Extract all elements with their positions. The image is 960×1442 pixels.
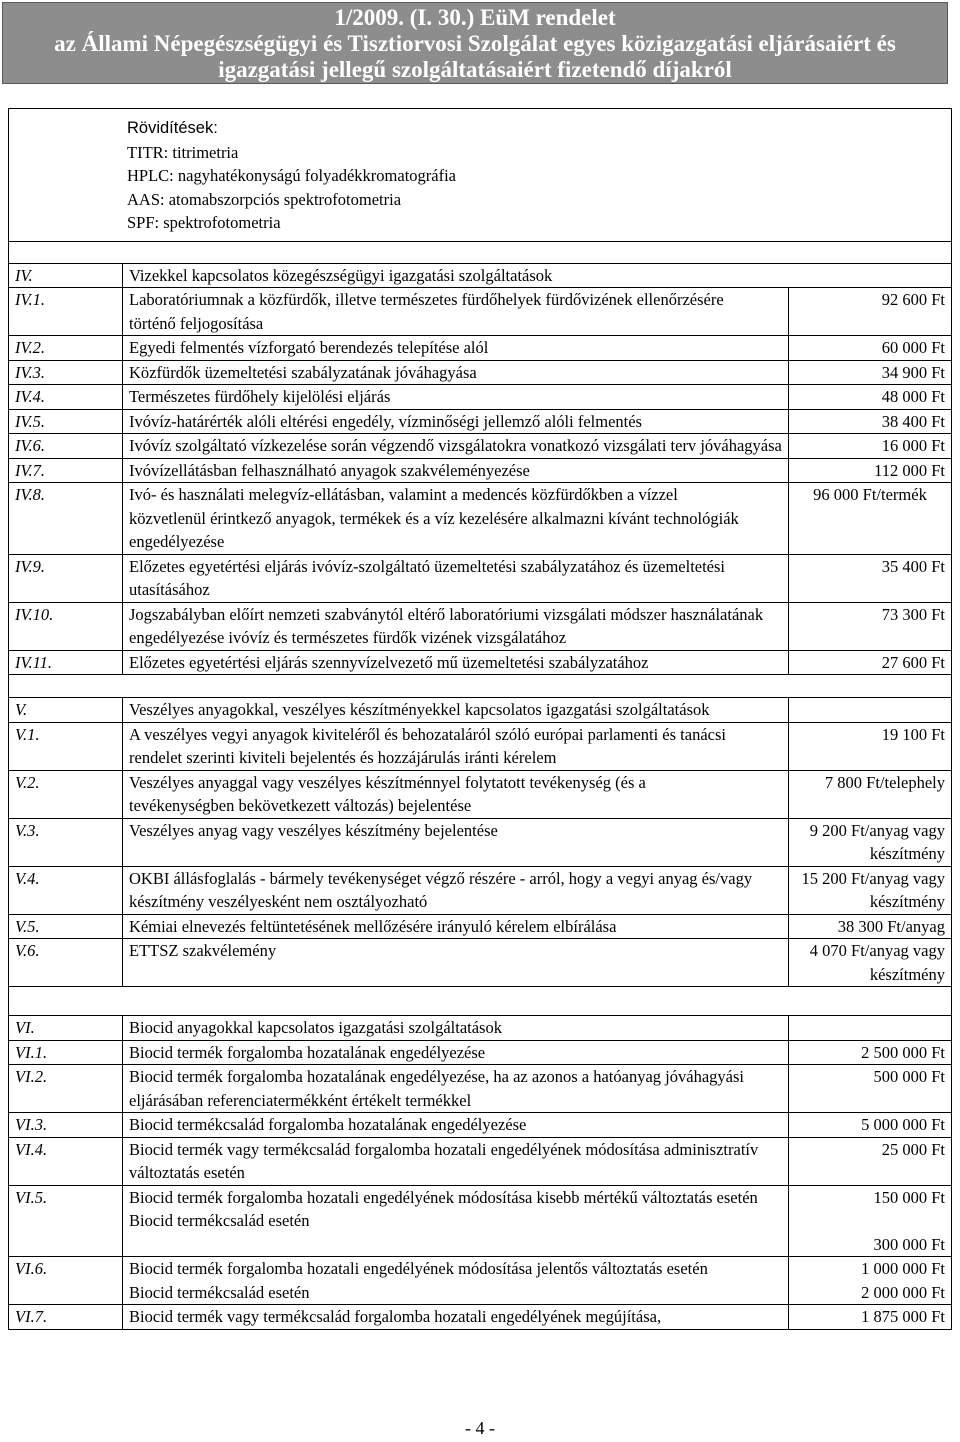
row-description: Biocid termék vagy termékcsalád forgalomba hozatali engedélyének megújítása, [123, 1305, 789, 1330]
row-description: Ivóvíz szolgáltató vízkezelése során végzendő vizsgálatokra vonatkozó vizsgálati terv jóváhagyása [123, 434, 789, 459]
row-description-line: Biocid termék forgalomba hozatali engedélyének módosítása jelentős változtatás esetén [129, 1259, 708, 1278]
row-code: IV.8. [9, 483, 123, 555]
section-code: V. [9, 698, 123, 723]
row-code: VI.4. [9, 1137, 123, 1185]
row-code: IV.1. [9, 288, 123, 336]
row-description-line: Biocid termékcsalád esetén [129, 1211, 310, 1230]
table-row [9, 458, 952, 483]
row-code: IV.5. [9, 409, 123, 434]
row-description: Ivóvízellátásban felhasználható anyagok szakvéleményezése [123, 458, 789, 483]
fee-table [8, 108, 952, 1330]
row-description: Biocid termék forgalomba hozatalának engedélyezése [123, 1040, 789, 1065]
abbreviation-item: HPLC: nagyhatékonyságú folyadékkromatográfia [127, 166, 456, 185]
abbreviations-title: Rövidítések: [127, 119, 218, 137]
row-fee: 27 600 Ft [789, 650, 952, 675]
section-title: Veszélyes anyagokkal, veszélyes készítményekkel kapcsolatos igazgatási szolgáltatások [123, 698, 789, 723]
row-fee [789, 1185, 952, 1257]
section-heading-row [9, 263, 952, 288]
table-row [9, 939, 952, 987]
row-description-line: Biocid termék forgalomba hozatali engedélyének módosítása kisebb mértékű változtatás esetén [129, 1187, 758, 1207]
row-fee: 9 200 Ft/anyag vagy készítmény [789, 818, 952, 866]
row-fee: 2 500 000 Ft [789, 1040, 952, 1065]
table-row [9, 554, 952, 602]
table-row [9, 1185, 952, 1257]
row-fee [789, 1257, 952, 1305]
table-row [9, 1040, 952, 1065]
row-description-line: Biocid termékcsalád esetén [129, 1282, 310, 1302]
row-code: V.3. [9, 818, 123, 866]
table-row [9, 866, 952, 914]
row-code: V.1. [9, 722, 123, 770]
row-code: V.6. [9, 939, 123, 987]
header-title-line-1: 1/2009. (I. 30.) EüM rendelet [334, 5, 616, 30]
section-code: VI. [9, 1016, 123, 1041]
row-fee: 15 200 Ft/anyag vagy készítmény [789, 866, 952, 914]
row-fee: 34 900 Ft [789, 360, 952, 385]
row-description: Veszélyes anyaggal vagy veszélyes készítménnyel folytatott tevékenység (és a tevékenységben bekövetkezett változás) bejelentése [123, 770, 789, 818]
row-code: VI.7. [9, 1305, 123, 1330]
row-code: VI.2. [9, 1065, 123, 1113]
abbreviation-item: SPF: spektrofotometria [127, 213, 281, 232]
table-row [9, 1065, 952, 1113]
row-code: VI.5. [9, 1185, 123, 1257]
row-description: Közfürdők üzemeltetési szabályzatának jóváhagyása [123, 360, 789, 385]
row-fee-line: 1 000 000 Ft [861, 1259, 945, 1278]
row-fee-line: 300 000 Ft [873, 1234, 945, 1254]
table-row [9, 1305, 952, 1330]
row-description: Előzetes egyetértési eljárás ivóvíz-szolgáltató üzemeltetési szabályzatához és üzemeltetési utasításához [123, 554, 789, 602]
row-code: V.2. [9, 770, 123, 818]
row-fee: 16 000 Ft [789, 434, 952, 459]
table-row [9, 360, 952, 385]
row-code: VI.3. [9, 1113, 123, 1138]
row-fee: 38 400 Ft [789, 409, 952, 434]
row-code: VI.6. [9, 1257, 123, 1305]
spacer-row [9, 675, 952, 698]
table-row [9, 602, 952, 650]
row-code: V.4. [9, 866, 123, 914]
abbreviation-item: TITR: titrimetria [127, 142, 239, 162]
row-code: IV.10. [9, 602, 123, 650]
row-description: A veszélyes vegyi anyagok kiviteléről és behozataláról szóló európai parlamenti és tanácsi rendelet szerinti kiviteli bejelentés és hozzájárulás iránti kérelem [123, 722, 789, 770]
row-code: IV.11. [9, 650, 123, 675]
row-code: IV.7. [9, 458, 123, 483]
table-row [9, 409, 952, 434]
page-number: - 4 - [465, 1418, 495, 1438]
row-fee: 1 875 000 Ft [789, 1305, 952, 1330]
row-description: Veszélyes anyag vagy veszélyes készítmény bejelentése [123, 818, 789, 866]
row-description: Biocid termék forgalomba hozatalának engedélyezése, ha az azonos a hatóanyag jóváhagyási eljárásában referenciatermékként értékelt termékkel [123, 1065, 789, 1113]
row-code: IV.4. [9, 385, 123, 410]
section-code: IV. [9, 263, 123, 288]
abbreviations-row [9, 109, 952, 242]
table-row [9, 385, 952, 410]
header-title-line-3: igazgatási jellegű szolgáltatásaiért fizetendő díjakról [218, 57, 732, 82]
row-description: Biocid termékcsalád forgalomba hozatalának engedélyezése [123, 1113, 789, 1138]
table-row [9, 770, 952, 818]
table-row [9, 1257, 952, 1305]
row-fee: 19 100 Ft [789, 722, 952, 770]
section-title: Biocid anyagokkal kapcsolatos igazgatási szolgáltatások [123, 1016, 789, 1041]
row-code: IV.6. [9, 434, 123, 459]
row-fee: 38 300 Ft/anyag [789, 914, 952, 939]
row-code: V.5. [9, 914, 123, 939]
row-fee-line: 150 000 Ft [873, 1187, 945, 1207]
row-code: IV.2. [9, 336, 123, 361]
row-code: IV.9. [9, 554, 123, 602]
section-heading-row [9, 1016, 952, 1041]
section-heading-row [9, 698, 952, 723]
abbreviations-cell [9, 109, 952, 242]
row-fee: 7 800 Ft/telephely [789, 770, 952, 818]
spacer-row [9, 987, 952, 1016]
table-row [9, 288, 952, 336]
row-description: Előzetes egyetértési eljárás szennyvízelvezető mű üzemeltetési szabályzatához [123, 650, 789, 675]
table-row [9, 722, 952, 770]
row-code: VI.1. [9, 1040, 123, 1065]
row-description: Jogszabályban előírt nemzeti szabványtól eltérő laboratóriumi vizsgálati módszer használatának engedélyezése ivóvíz és természetes fürdők vizének vizsgálatához [123, 602, 789, 650]
row-description: Laboratóriumnak a közfürdők, illetve természetes fürdőhelyek fürdővizének ellenőrzésére történő feljogosítása [123, 288, 789, 336]
row-description: OKBI állásfoglalás - bármely tevékenységet végző részére - arról, hogy a vegyi anyag és/vagy készítmény veszélyesként nem osztályozható [123, 866, 789, 914]
row-fee: 500 000 Ft [789, 1065, 952, 1113]
table-row [9, 434, 952, 459]
table-row [9, 1113, 952, 1138]
section-title: Vizekkel kapcsolatos közegészségügyi igazgatási szolgáltatások [123, 263, 952, 288]
row-description: Természetes fürdőhely kijelölési eljárás [123, 385, 789, 410]
table-row [9, 650, 952, 675]
row-description [123, 1257, 789, 1305]
row-description: Biocid termék vagy termékcsalád forgalomba hozatali engedélyének módosítása adminisztratív változtatás esetén [123, 1137, 789, 1185]
spacer-row [9, 241, 952, 263]
row-fee-line: 2 000 000 Ft [861, 1282, 945, 1302]
row-fee: 73 300 Ft [789, 602, 952, 650]
table-row [9, 818, 952, 866]
row-fee: 5 000 000 Ft [789, 1113, 952, 1138]
row-fee: 60 000 Ft [789, 336, 952, 361]
row-fee: 25 000 Ft [789, 1137, 952, 1185]
row-description: Egyedi felmentés vízforgató berendezés telepítése alól [123, 336, 789, 361]
row-description: Kémiai elnevezés feltüntetésének mellőzésére irányuló kérelem elbírálása [123, 914, 789, 939]
row-description: Ivó- és használati melegvíz-ellátásban, valamint a medencés közfürdőkben a vízzel közvetlenül érintkező anyagok, termékek és a víz kezelésére alkalmazni kívánt technológiák engedélyezése [123, 483, 789, 555]
table-row [9, 1137, 952, 1185]
table-row [9, 914, 952, 939]
row-description [123, 1185, 789, 1257]
row-code: IV.3. [9, 360, 123, 385]
row-description: ETTSZ szakvélemény [123, 939, 789, 987]
header-title-line-2: az Állami Népegészségügyi és Tisztiorvosi Szolgálat egyes közigazgatási eljárásaiért és [54, 31, 896, 56]
row-fee: 96 000 Ft/termék [789, 483, 952, 555]
abbreviation-item: AAS: atomabszorpciós spektrofotometria [127, 189, 402, 209]
row-fee: 4 070 Ft/anyag vagy készítmény [789, 939, 952, 987]
table-row [9, 483, 952, 555]
row-description: Ivóvíz-határérték alóli eltérési engedély, vízminőségi jellemző alóli felmentés [123, 409, 789, 434]
document-header [2, 2, 948, 84]
row-fee: 48 000 Ft [789, 385, 952, 410]
table-row [9, 336, 952, 361]
row-fee: 35 400 Ft [789, 554, 952, 602]
row-fee: 112 000 Ft [789, 458, 952, 483]
row-fee: 92 600 Ft [789, 288, 952, 336]
